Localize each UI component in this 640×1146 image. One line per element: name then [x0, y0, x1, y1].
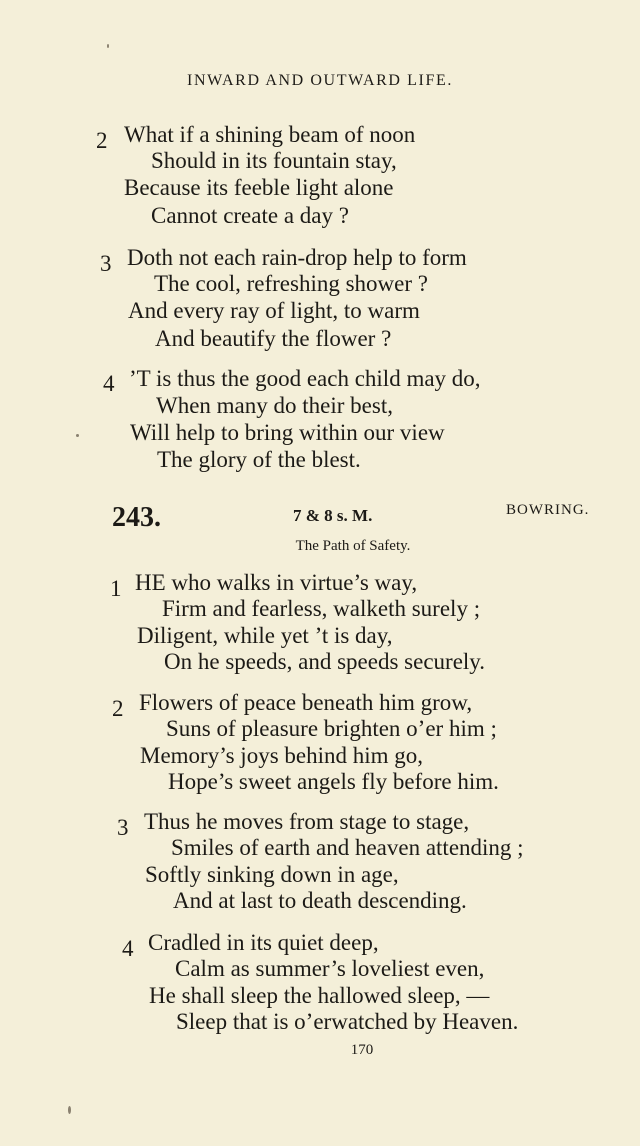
running-head: INWARD AND OUTWARD LIFE. — [187, 72, 453, 89]
stanza-number: 4 — [122, 936, 134, 961]
verse-line: Softly sinking down in age, — [145, 862, 399, 887]
stanza-number: 3 — [100, 251, 112, 276]
verse-line: HE who walks in virtue’s way, — [135, 570, 418, 595]
verse-line: Calm as summer’s loveliest even, — [175, 956, 485, 981]
hymn-meter: 7 & 8 s. M. — [293, 506, 373, 525]
hymn-title: The Path of Safety. — [295, 538, 411, 554]
verse-line: And beautify the flower ? — [155, 326, 392, 351]
verse-line: Thus he moves from stage to stage, — [144, 809, 470, 834]
stanza-number: 3 — [117, 815, 129, 840]
verse-line: Cannot create a day ? — [151, 203, 349, 228]
paper-speck — [76, 434, 79, 437]
verse-line: Memory’s joys behind him go, — [140, 743, 424, 768]
verse-line: The cool, refreshing shower ? — [154, 271, 428, 296]
verse-line: Because its feeble light alone — [124, 175, 394, 200]
verse-line: Suns of pleasure brighten o’er him ; — [166, 716, 497, 741]
verse-line: Sleep that is o’erwatched by Heaven. — [176, 1009, 519, 1034]
verse-line: Diligent, while yet ’t is day, — [137, 623, 393, 648]
verse-line: The glory of the blest. — [157, 447, 361, 472]
verse-line: Smiles of earth and heaven attending ; — [171, 835, 524, 860]
verse-line: ’T is thus the good each child may do, — [129, 366, 481, 391]
verse-line: He shall sleep the hallowed sleep, — — [149, 983, 490, 1008]
stanza-number: 4 — [103, 371, 115, 396]
verse-line: Flowers of peace beneath him grow, — [139, 690, 473, 715]
verse-line: What if a shining beam of noon — [124, 122, 416, 147]
verse-line: Should in its fountain stay, — [151, 148, 397, 173]
verse-line: And at last to death descending. — [173, 888, 467, 913]
page-number: 170 — [350, 1042, 374, 1058]
hymn-author: BOWRING. — [506, 502, 590, 518]
verse-line: Hope’s sweet angels fly before him. — [168, 769, 499, 794]
verse-line: Will help to bring within our view — [130, 420, 445, 445]
verse-line: Cradled in its quiet deep, — [148, 930, 379, 955]
verse-line: On he speeds, and speeds securely. — [164, 649, 486, 674]
paper-speck — [68, 1106, 71, 1114]
hymn-number: 243. — [112, 502, 161, 533]
stanza-number: 2 — [96, 128, 108, 153]
verse-line: And every ray of light, to warm — [128, 298, 420, 323]
paper-speck — [107, 44, 109, 48]
verse-line: Doth not each rain-drop help to form — [127, 245, 467, 270]
stanza-number: 2 — [112, 696, 124, 721]
verse-line: Firm and fearless, walketh surely ; — [162, 596, 481, 621]
stanza-number: 1 — [110, 576, 122, 601]
verse-line: When many do their best, — [156, 393, 393, 418]
